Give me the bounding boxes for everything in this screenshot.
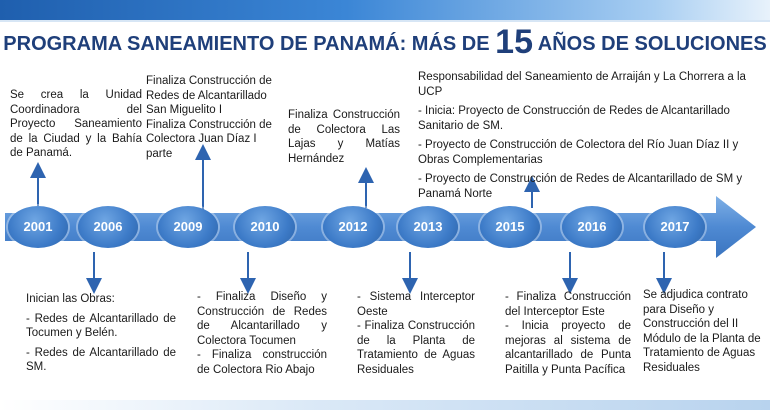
- year-node-2006: 2006: [78, 206, 138, 248]
- milestone-text-2015: Responsabilidad del Saneamiento de Arraiján y La Chorrera a la UCP - Inicia: Proyecto de Construcción de Redes de Alcantarillado Sanitario de SM. - Proyecto de Construcción de Colectora del Río Juan Díaz II y Obras Complementarias - Proyecto de Construcción de Redes de Alcantarillado de SM y Panamá Norte: [418, 71, 746, 200]
- year-node-2013: 2013: [398, 206, 458, 248]
- year-node-2001: 2001: [8, 206, 68, 248]
- milestone-text-2017: Se adjudica contrato para Diseño y Construcción del II Módulo de la Planta de Tratamiento de Aguas Residuales: [643, 289, 761, 374]
- year-node-2016: 2016: [562, 206, 622, 248]
- footer-band: [0, 400, 770, 410]
- year-node-2010: 2010: [235, 206, 295, 248]
- title-text-start: PROGRAMA SANEAMIENTO DE PANAMÁ: MÁS DE: [3, 33, 496, 55]
- title-text-end: AÑOS DE SOLUCIONES: [532, 33, 767, 55]
- year-node-2009: 2009: [158, 206, 218, 248]
- year-node-2012: 2012: [323, 206, 383, 248]
- milestone-text-2001: Se crea la Unidad Coordinadora del Proyecto Saneamiento de la Ciudad y la Bahía de Panamá.: [10, 89, 142, 159]
- title-years-number: 15: [495, 23, 533, 61]
- year-node-2015: 2015: [480, 206, 540, 248]
- milestone-text-2013: - Sistema Interceptor Oeste - Finaliza Construcción de la Planta de Tratamiento de Aguas Residuales: [357, 291, 475, 376]
- milestone-text-2010: - Finaliza Diseño y Construcción de Redes de Alcantarillado y Colectora Tocumen - Finaliza construcción de Colectora Rio Abajo: [197, 291, 327, 376]
- year-node-2017: 2017: [645, 206, 705, 248]
- milestone-text-2006: Inician las Obras: - Redes de Alcantarillado de Tocumen y Belén. - Redes de Alcantarillado de SM.: [26, 293, 176, 373]
- milestone-text-2012: Finaliza Construcción de Colectora Las Lajas y Matías Hernández: [288, 109, 400, 165]
- milestone-text-2015b: - Finaliza Construcción del Interceptor Este - Inicia proyecto de mejoras al sistema de alcantarillado de Punta Paitilla y Punta Pacífica: [505, 291, 631, 376]
- milestone-text-2009: Finaliza Construcción de Redes de Alcantarillado San Miguelito I Finaliza Construcción de Colectora Juan Díaz I parte: [146, 75, 272, 160]
